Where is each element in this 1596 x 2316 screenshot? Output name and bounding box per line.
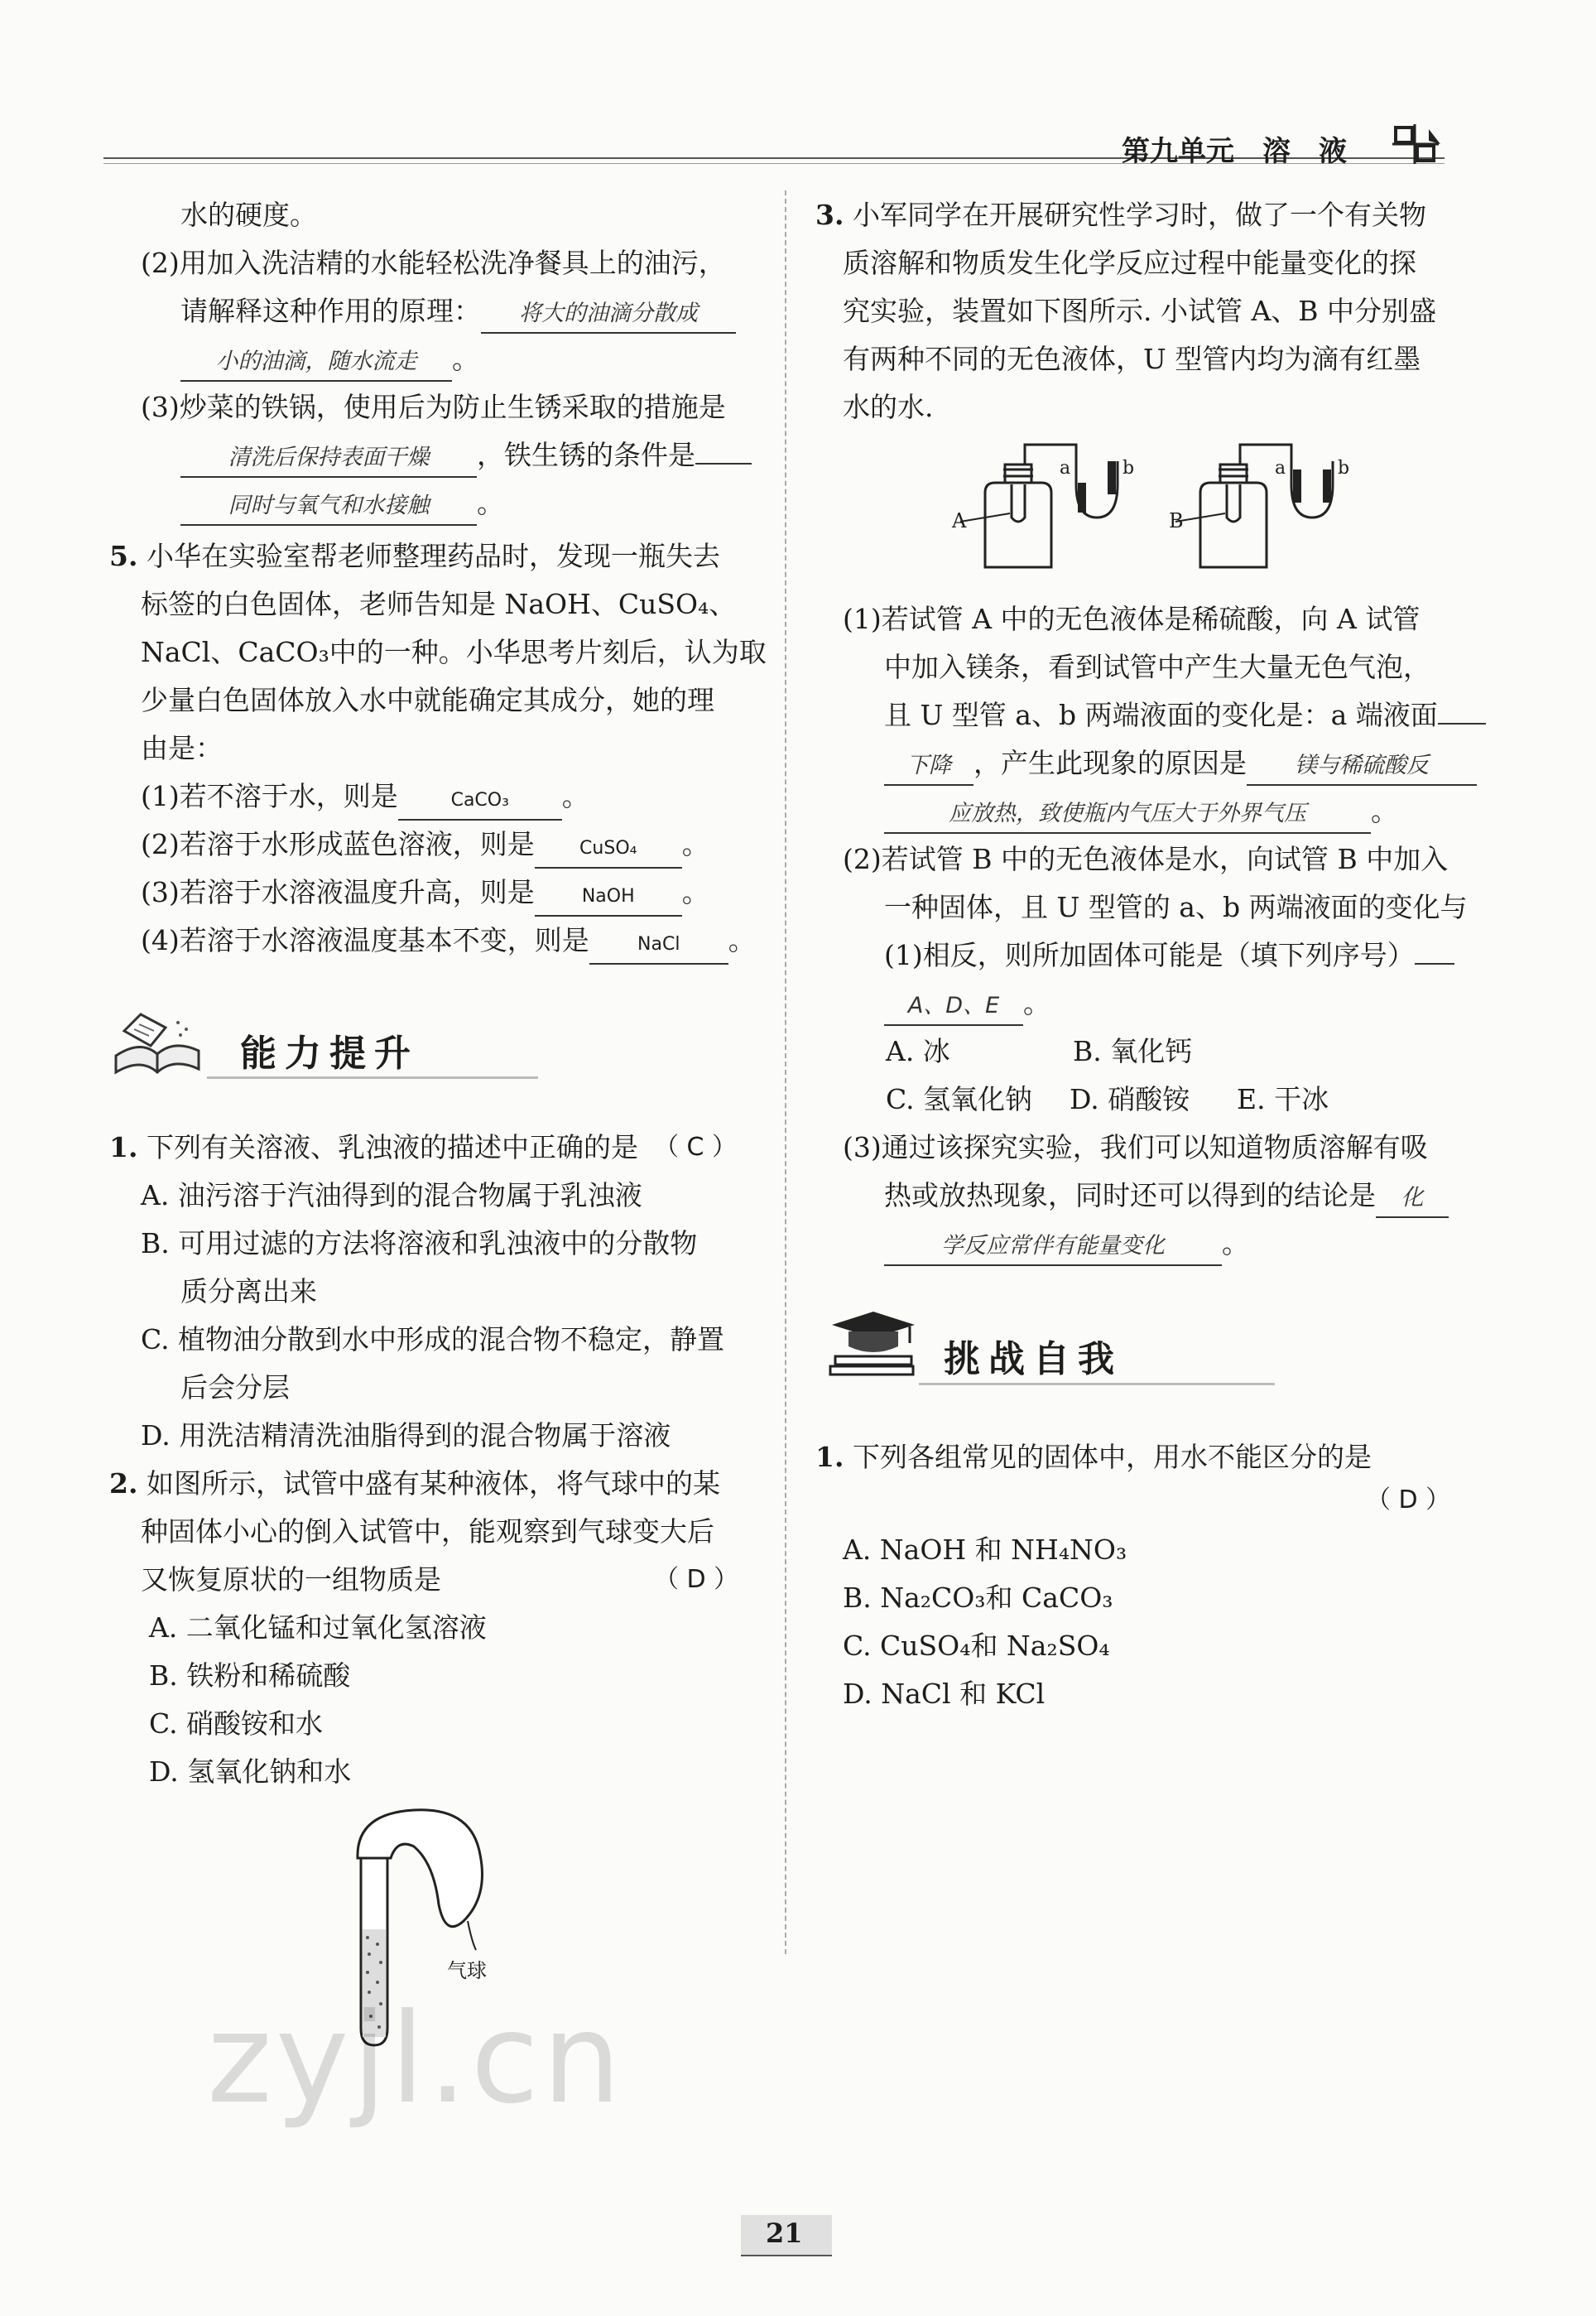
cq1-number: 1.: [815, 1441, 844, 1473]
aq1-option-d: D. 用洗洁精清洗油脂得到的混合物属于溶液: [141, 1419, 671, 1452]
q3-part3: (3)通过该探究实验，我们可以知道物质溶解有吸: [843, 1131, 1428, 1163]
q5-line2: 标签的白色固体，老师告知是 NaOH、CuSO₄、: [141, 588, 737, 620]
q5-number: 5.: [109, 540, 138, 572]
q5-sub4: [141, 922, 756, 965]
q3-part1-line3-text: 且 U 型管 a、b 两端液面的变化是：a 端液面: [884, 699, 1438, 731]
aq2-option-d: D. 氢氧化钠和水: [149, 1755, 352, 1788]
blank: [695, 463, 752, 465]
period: 。: [477, 487, 504, 519]
q5-sub1-text: (1)若不溶于水，则是: [141, 780, 398, 812]
page-number: 21: [766, 2217, 803, 2249]
book-icon: [108, 998, 207, 1081]
period: 。: [681, 828, 709, 860]
section-ability: 能力提升: [240, 1033, 419, 1075]
q3-part1-answer3: 应放热，致使瓶内气压大于外界气压: [884, 796, 1371, 834]
cq1-option-d: D. NaCl 和 KCl: [843, 1678, 1046, 1710]
aq2-number: 2.: [109, 1467, 138, 1500]
aq1-option-a: A. 油污溶于汽油得到的混合物属于乳浊液: [141, 1179, 642, 1211]
q3-part2-line4: [884, 985, 1050, 1026]
cq1-stem: [815, 1439, 1372, 1476]
fig-label-b-end-2: b: [1338, 458, 1350, 479]
q4-part3-answer-line: [180, 485, 504, 526]
aq1-number: 1.: [109, 1131, 138, 1163]
aq1-option-b-cont: 质分离出来: [180, 1275, 317, 1307]
q4-part3-answer: 清洗后保持表面干燥: [180, 440, 477, 478]
q5-sub2: [141, 826, 709, 869]
cq1-option-a: A. NaOH 和 NH₄NO₃: [843, 1534, 1127, 1566]
q4-part2: (2)用加入洗洁精的水能轻松洗净餐具上的油污，: [141, 247, 726, 279]
cq1-text: 下列各组常见的固体中，用水不能区分的是: [852, 1441, 1372, 1473]
q3-line3: 究实验，装置如下图所示. 小试管 A、B 中分别盛: [843, 295, 1437, 327]
q3-part2-line2: 一种固体，且 U 型管的 a、b 两端液面的变化与: [884, 891, 1468, 923]
q5-line5: 由是：: [141, 732, 223, 764]
q3-part1-answer1: 下降: [884, 748, 973, 786]
q5-sub4-answer: NaCl: [589, 927, 728, 965]
period: 。: [728, 924, 756, 956]
q4-part2-prompt: 请解释这种作用的原理：: [180, 295, 481, 327]
q3-part2-line3-text: (1)相反，则所加固体可能是（填下列序号）: [884, 939, 1415, 971]
aq2-line3: 又恢复原状的一组物质是: [141, 1563, 441, 1596]
q3-part3-line3: [884, 1225, 1249, 1266]
q3-part1-reason-prompt: ，产生此现象的原因是: [973, 747, 1247, 779]
q5-line4: 少量白色固体放入水中就能确定其成分，她的理: [141, 684, 714, 716]
aq2-option-a: A. 二氧化锰和过氧化氢溶液: [149, 1611, 487, 1644]
q5-sub1-answer: CaCO₃: [398, 782, 562, 821]
q3-option-a: A. 冰: [886, 1035, 950, 1067]
section-challenge: 挑战自我: [944, 1338, 1122, 1380]
fig-label-b: B: [1169, 509, 1184, 532]
period: 。: [561, 780, 589, 812]
q4-part2-answer-2: 小的油滴，随水流走: [180, 344, 452, 382]
q5-sub3-text: (3)若溶于水溶液温度升高，则是: [141, 876, 535, 908]
q3-part1: (1)若试管 A 中的无色液体是稀硫酸，向 A 试管: [843, 603, 1421, 635]
q4-line: 水的硬度。: [180, 199, 317, 231]
q5-sub3-answer: NaOH: [535, 879, 682, 917]
q5-sub2-text: (2)若溶于水形成蓝色溶液，则是: [141, 828, 535, 860]
aq1-option-b: B. 可用过滤的方法将溶液和乳浊液中的分散物: [141, 1227, 698, 1259]
period: 。: [681, 876, 709, 908]
q3-option-c: C. 氢氧化钠: [886, 1083, 1033, 1115]
fig-label-a-end-2: a: [1275, 458, 1286, 479]
q3-option-b: B. 氧化钙: [1073, 1035, 1193, 1067]
bottle-b: [1200, 445, 1333, 567]
aq2-line1: 如图所示，试管中盛有某种液体，将气球中的某: [146, 1467, 720, 1500]
q3-part3-line2: [884, 1177, 1449, 1218]
q3-part3-answer2: 学反应常伴有能量变化: [884, 1228, 1222, 1266]
q3-number: 3.: [815, 199, 844, 231]
aq2-answer: （ D ）: [654, 1565, 739, 1594]
q4-part2-line: [180, 293, 736, 334]
apparatus-figure: [952, 435, 1382, 575]
balloon-label: 气球: [447, 1959, 487, 1982]
unit-title: 第九单元 溶 液: [1122, 135, 1347, 168]
fig-label-a: A: [952, 509, 967, 532]
q3-stem: [815, 197, 1426, 234]
aq1-option-c-cont: 后会分层: [180, 1371, 290, 1404]
q4-part2-answer: 将大的油滴分散成: [481, 296, 736, 334]
q3-line2: 质溶解和物质发生化学反应过程中能量变化的探: [843, 247, 1416, 279]
corner-logo-icon: [1392, 124, 1442, 166]
fig-label-b-end: b: [1122, 458, 1135, 479]
q5-sub4-text: (4)若溶于水溶液温度基本不变，则是: [141, 924, 589, 956]
q5-line3: NaCl、CaCO₃中的一种。小华思考片刻后，认为取: [141, 636, 767, 668]
period: 。: [452, 343, 479, 375]
aq1-text: 下列有关溶液、乳浊液的描述中正确的是: [146, 1131, 638, 1163]
blank: [1415, 963, 1454, 965]
q3-part2: (2)若试管 B 中的无色液体是水，向试管 B 中加入: [843, 843, 1449, 875]
aq2-option-b: B. 铁粉和稀硫酸: [149, 1659, 351, 1692]
aq2-option-c: C. 硝酸铵和水: [149, 1707, 324, 1740]
q3-line4: 有两种不同的无色液体，U 型管内均为滴有红墨: [843, 343, 1421, 375]
q3-option-e: E. 干冰: [1237, 1083, 1329, 1115]
section-rule: [207, 1076, 538, 1079]
column-divider: [785, 190, 786, 1954]
blank: [1438, 723, 1486, 725]
period: 。: [1222, 1227, 1249, 1259]
cq1-option-b: B. Na₂CO₃和 CaCO₃: [843, 1582, 1113, 1614]
q3-line5: 水的水.: [843, 391, 934, 423]
section-rule-2: [919, 1383, 1275, 1385]
q3-part1-line4: [884, 745, 1477, 786]
aq2-line2: 种固体小心的倒入试管中，能观察到气球变大后: [141, 1515, 714, 1548]
cq1-answer: （ D ）: [1366, 1485, 1451, 1514]
aq1-stem: [109, 1129, 638, 1166]
period: 。: [1023, 987, 1050, 1019]
q3-line1: 小军同学在开展研究性学习时，做了一个有关物: [852, 199, 1426, 231]
bottle-a: [985, 445, 1118, 567]
q3-part1-answer2: 镁与稀硫酸反: [1247, 748, 1477, 786]
period: 。: [1371, 795, 1398, 827]
q5-sub1: [141, 778, 589, 821]
q3-option-d: D. 硝酸铵: [1070, 1083, 1190, 1115]
q5-sub3: [141, 874, 709, 917]
aq1-option-c: C. 植物油分散到水中形成的混合物不稳定，静置: [141, 1323, 725, 1355]
q3-part1-line5: [884, 793, 1398, 834]
aq1-answer: （ C ）: [654, 1133, 738, 1162]
q3-part2-line3: [884, 937, 1454, 974]
q5-sub2-answer: CuSO₄: [535, 831, 682, 869]
q4-part3: (3)炒菜的铁锅，使用后为防止生锈采取的措施是: [141, 391, 726, 423]
graduation-cap-icon: [824, 1300, 923, 1383]
cq1-option-c: C. CuSO₄和 Na₂SO₄: [843, 1630, 1110, 1662]
q3-part1-line3: [884, 697, 1486, 734]
q4-part3-prompt: ，铁生锈的条件是: [477, 439, 695, 471]
q5-stem: [109, 538, 720, 575]
q5-line1: 小华在实验室帮老师整理药品时，发现一瓶失去: [146, 540, 720, 572]
aq2-stem: [109, 1466, 720, 1502]
q3-part1-line2: 中加入镁条，看到试管中产生大量无色气泡，: [884, 651, 1430, 683]
q3-part2-answer: A、D、E: [884, 988, 1023, 1026]
q4-part2-answer-line: [180, 341, 479, 382]
q3-part3-answer1: 化: [1376, 1180, 1449, 1218]
q4-part3-answer-2: 同时与氧气和水接触: [180, 488, 477, 526]
fig-label-a-end: a: [1060, 458, 1071, 479]
q3-part3-line2-text: 热或放热现象，同时还可以得到的结论是: [884, 1179, 1376, 1211]
q4-part3-line: [180, 437, 752, 478]
watermark: zyjl.cn: [207, 1987, 625, 2131]
